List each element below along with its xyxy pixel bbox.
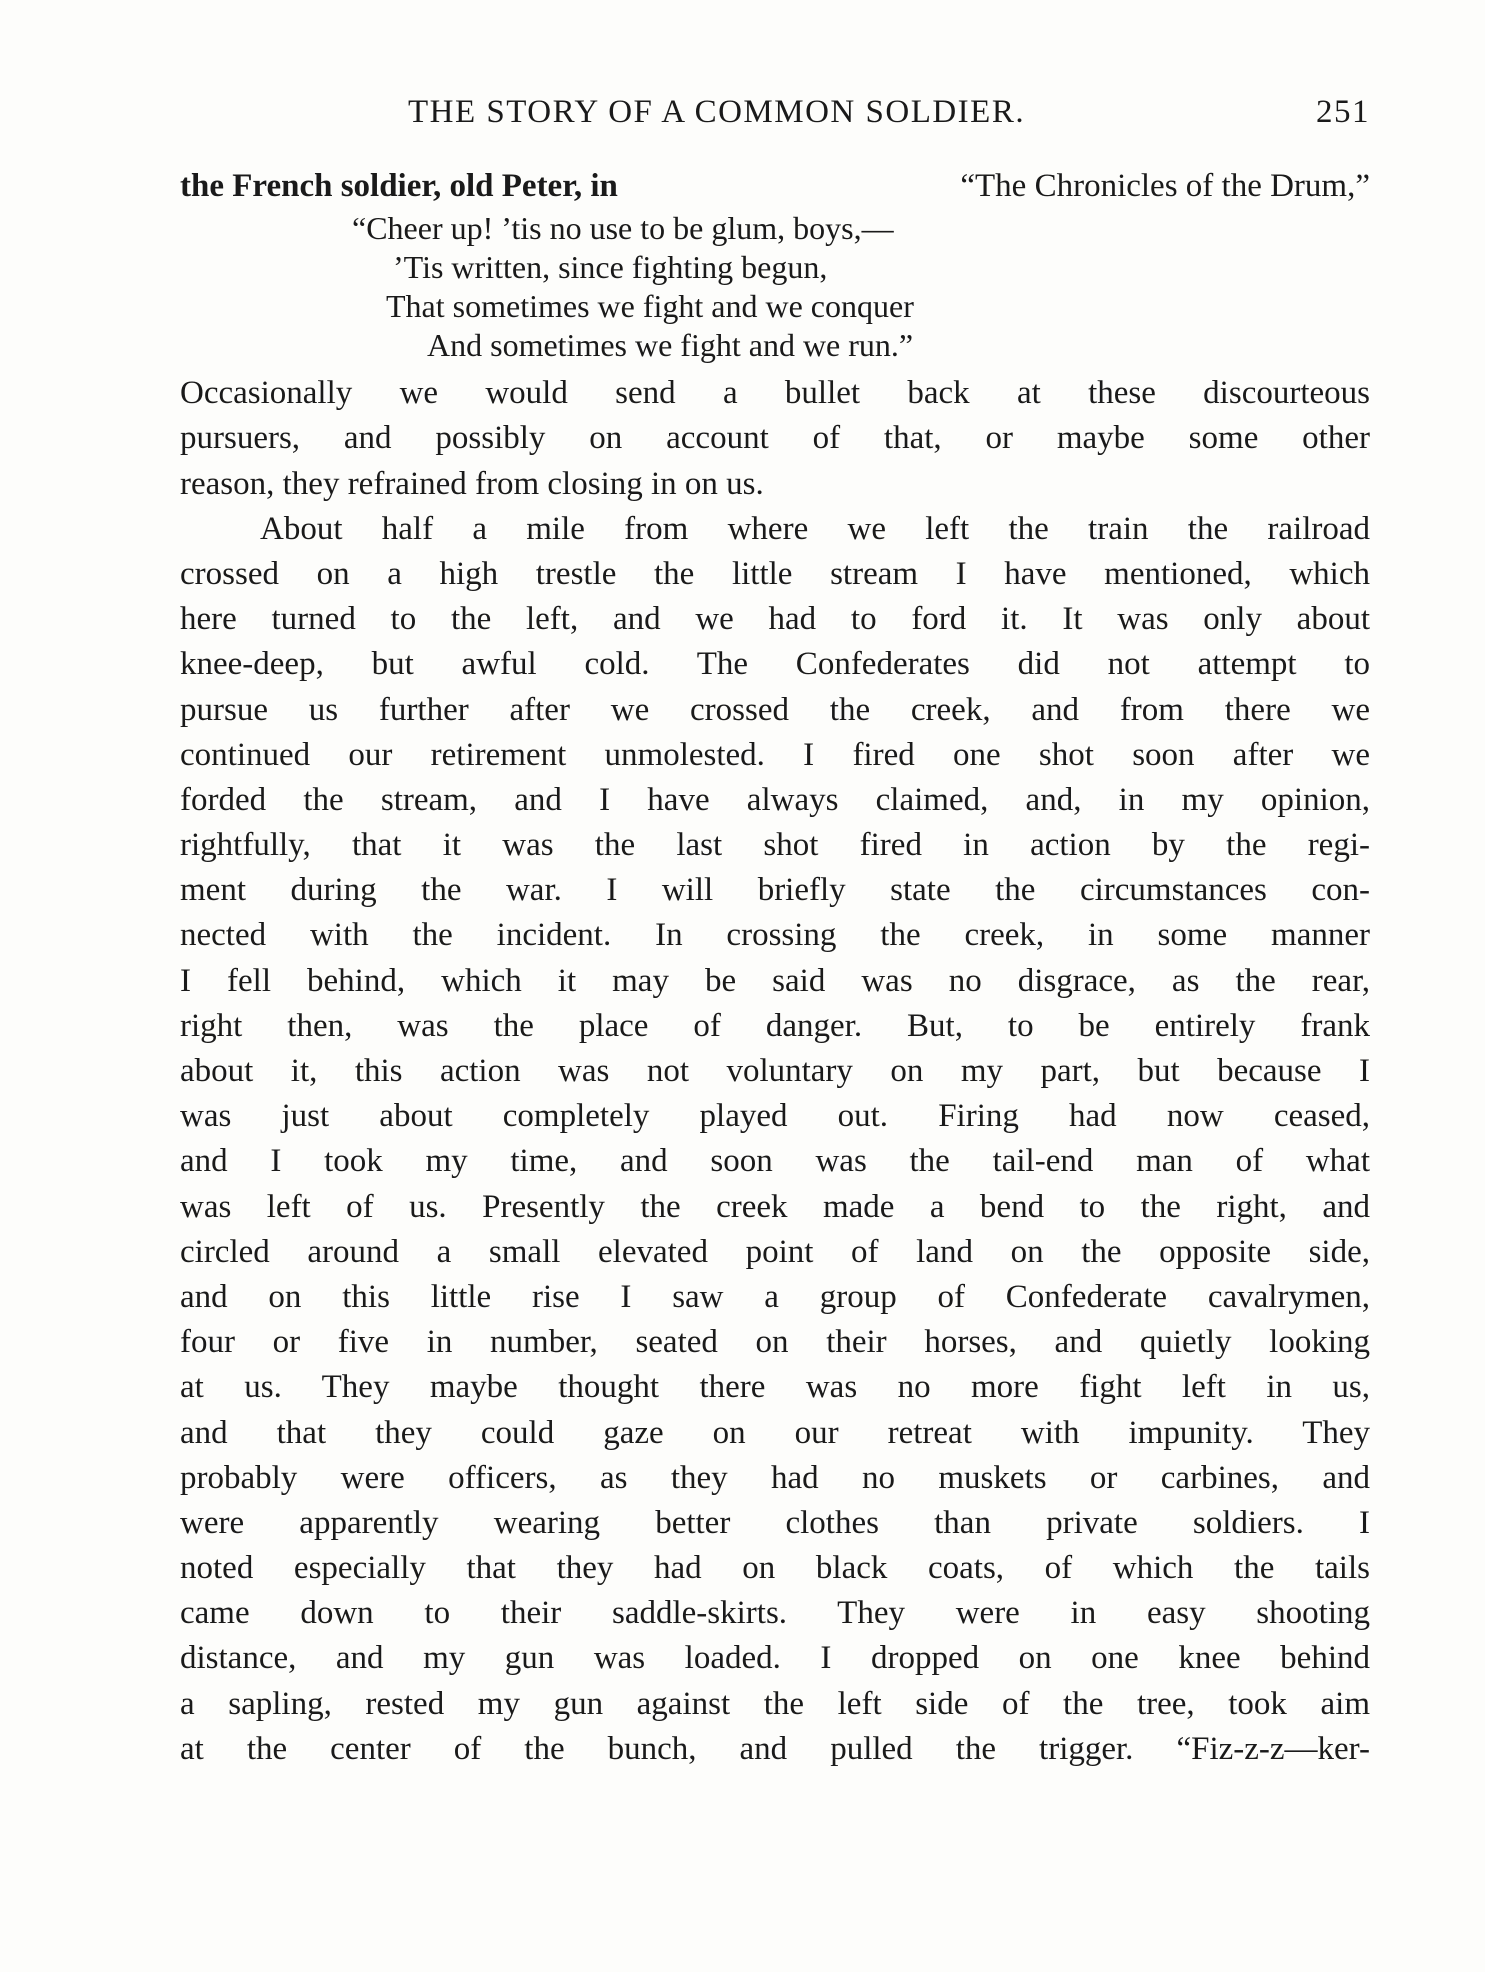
text-line: About half a mile from where we left the train the railroad — [260, 510, 1370, 547]
opening-bold-text: the French soldier, old Peter, in — [180, 168, 618, 204]
text-line: crossed on a high trestle the little stream I have mentioned, which — [180, 555, 1370, 592]
text-line: pursue us further after we crossed the creek, and from there we — [180, 691, 1370, 728]
text-line: and on this little rise I saw a group of Confederate cavalrymen, — [180, 1278, 1370, 1315]
text-line: rightfully, that it was the last shot fired in action by the regi- — [180, 827, 1370, 864]
text-line: were apparently wearing better clothes than private soldiers. I — [180, 1504, 1370, 1541]
text-line: here turned to the left, and we had to ford it. It was only about — [180, 601, 1370, 638]
body-text — [180, 164, 1370, 1772]
text-line: four or five in number, seated on their horses, and quietly looking — [180, 1324, 1370, 1361]
text-line: pursuers, and possibly on account of that, or maybe some other — [180, 420, 1370, 457]
text-line: circled around a small elevated point of land on the opposite side, — [180, 1233, 1370, 1270]
text-line: noted especially that they had on black coats, of which the tails — [180, 1550, 1370, 1587]
verse-line: That sometimes we fight and we conquer — [386, 288, 914, 325]
text-line: about it, this action was not voluntary on my part, but because I — [180, 1053, 1370, 1089]
text-line: at us. They maybe thought there was no more fight left in us, — [180, 1369, 1370, 1406]
verse-line: ’Tis written, since fighting begun, — [393, 249, 828, 286]
opening-line — [180, 164, 1370, 209]
text-line: came down to their saddle-skirts. They were in easy shooting — [180, 1595, 1370, 1632]
text-line: distance, and my gun was loaded. I dropped on one knee behind — [180, 1640, 1370, 1677]
paragraph-1 — [180, 371, 1370, 507]
running-title: THE STORY OF A COMMON SOLDIER. — [408, 94, 1026, 130]
text-line: at the center of the bunch, and pulled the trigger. “Fiz-z-z—ker- — [180, 1730, 1370, 1767]
verse-line: And sometimes we fight and we run.” — [427, 327, 914, 364]
verse-quote — [180, 209, 1370, 365]
running-head — [180, 94, 1370, 138]
text-line: and I took my time, and soon was the tail-end man of what — [180, 1143, 1370, 1180]
text-line: forded the stream, and I have always claimed, and, in my opinion, — [180, 781, 1370, 818]
paragraph-2 — [180, 507, 1370, 1772]
text-line: I fell behind, which it may be said was no disgrace, as the rear, — [180, 962, 1370, 999]
text-line: was just about completely played out. Firing had now ceased, — [180, 1098, 1370, 1135]
text-line: a sapling, rested my gun against the left side of the tree, took aim — [180, 1685, 1370, 1722]
text-line: continued our retirement unmolested. I fired one shot soon after we — [180, 736, 1370, 773]
text-line: probably were officers, as they had no muskets or carbines, and — [180, 1459, 1370, 1496]
text-line: and that they could gaze on our retreat with impunity. They — [180, 1414, 1370, 1451]
text-line: right then, was the place of danger. But, to be entirely frank — [180, 1007, 1370, 1044]
verse-line: “Cheer up! ’tis no use to be glum, boys,— — [352, 210, 894, 247]
page-number: 251 — [1316, 94, 1370, 130]
text-line: knee-deep, but awful cold. The Confederates did not attempt to — [180, 646, 1370, 683]
text-line: reason, they refrained from closing in on us. — [180, 465, 764, 502]
text-line: Occasionally we would send a bullet back at these discourteous — [180, 375, 1370, 412]
opening-title-text: “The Chronicles of the Drum,” — [960, 168, 1370, 204]
text-line: ment during the war. I will briefly state the circumstances con- — [180, 872, 1370, 909]
text-line: was left of us. Presently the creek made a bend to the right, and — [180, 1188, 1370, 1225]
text-line: nected with the incident. In crossing the creek, in some manner — [180, 917, 1370, 954]
